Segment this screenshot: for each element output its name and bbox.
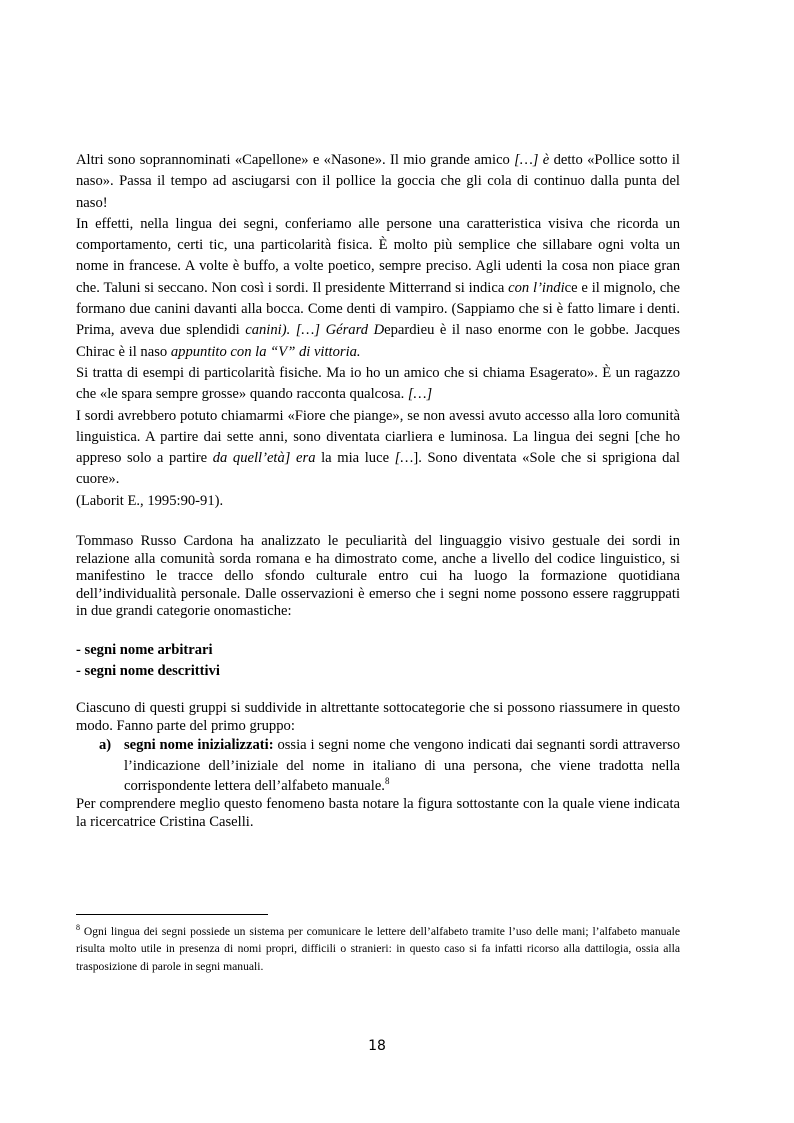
body-paragraph-2: Ciascuno di questi gruppi si suddivide in altrettante sottocategorie che si possono riassumere in questo modo. Fanno parte del primo gruppo: — [76, 700, 680, 734]
list-item-term: segni nome inizializzati: — [124, 737, 274, 754]
block-quote — [76, 150, 680, 512]
italic-text: appuntito con la “V” di vittoria. — [170, 343, 361, 360]
italic-text: [… — [394, 450, 414, 467]
text-run: In effetti, nella lingua dei segni, conferiamo alle persone una caratteristica visiva che ricorda un comportamento, certi tic, una particolarità fisica. È molto più semplice che sillabare ogni volta un nome in francese. A volte è buffo, a volte poetico, sempre preciso. Agli udenti la cosa non piace gran che. Taluni si seccano. Non così i sordi. Il presidente Mitterrand si indica — [76, 215, 680, 296]
text-run: la mia luce — [315, 450, 395, 467]
italic-text: canini). […] Gérard D — [245, 322, 385, 339]
footnote-number: 8 — [76, 923, 80, 933]
page-number: 18 — [368, 1038, 386, 1054]
footnote-reference[interactable]: 8 — [384, 776, 390, 787]
list-marker: a) — [99, 737, 112, 754]
text-run: ]. Sono diventata «Sole che si sprigiona dal cuore». — [76, 450, 680, 488]
text-run: Altri sono soprannominati «Capellone» e «Nasone». Il mio grande amico — [76, 152, 515, 168]
footnote — [76, 923, 680, 975]
italic-text: con l’indi — [508, 279, 565, 296]
list-item — [76, 735, 680, 796]
list-item-text: ossia i segni nome che vengono indicati dai segnanti sordi attraverso l’indicazione dell’iniziale del nome in italiano di una persona, che viene tradotta nella corrispondente lettera dell’alfabeto manuale. — [124, 737, 680, 795]
text-run: Si tratta di esempi di particolarità fisiche. Ma io ho un amico che si chiama Esagerato». È un ragazzo che «le spara sempre grosse» quando racconta qualcosa. — [76, 364, 680, 403]
quote-citation: (Laborit E., 1995:90-91). — [76, 492, 224, 509]
italic-text: […] — [407, 386, 433, 403]
quote-paragraph-4 — [76, 406, 680, 491]
quote-paragraph-1 — [76, 150, 680, 214]
category-arbitrary: - segni nome arbitrari — [76, 642, 213, 659]
text-run: I sordi avrebbero potuto chiamarmi «Fiore che piange», se non avessi avuto accesso alla loro comunità linguistica. A partire dai sette anni, sono diventata ciarliera e luminosa. La lingua dei segni [che ho appreso solo a partire — [76, 407, 680, 467]
text-run: detto «Pollice sotto il naso». Passa il tempo ad asciugarsi con il pollice la goccia che gli cola di continuo dalla punta del naso! — [76, 152, 680, 211]
main-content — [76, 150, 680, 832]
italic-text: […] è — [514, 152, 550, 168]
body-paragraph-1: Tommaso Russo Cardona ha analizzato le peculiarità del linguaggio visivo gestuale dei sordi in relazione alla comunità sorda romana e ha dimostrato come, anche a livello del codice linguistico, si manifestino le tracce dello sfondo culturale entro cui ha luogo la formazione quotidiana dell’individualità personale. Dalle osservazioni è emerso che i segni nome possono essere raggruppati in due grandi categorie onomastiche: — [76, 533, 680, 620]
footnote-text: Ogni lingua dei segni possiede un sistema per comunicare le lettere dell’alfabeto tramite l’uso delle mani; l’alfabeto manuale risulta molto utile in presenza di nomi propri, difficili o stranieri: in questo caso si fa infatti ricorso alla dattilogia, ossia alla trasposizione di parole in segni manuali. — [76, 925, 680, 973]
category-descriptive: - segni nome descrittivi — [76, 662, 220, 679]
category-list — [76, 640, 680, 681]
text-run: ce e il mignolo, che formano due canini davanti alla bocca. Come denti di vampiro. (Sappiamo che si è fatto limare i denti. Prima, aveva due splendidi — [76, 279, 680, 339]
quote-paragraph-2 — [76, 214, 680, 363]
body-paragraph-3: Per comprendere meglio questo fenomeno basta notare la figura sottostante con la quale viene indicata la ricercatrice Cristina Caselli. — [76, 796, 680, 831]
footnote-separator — [76, 914, 268, 915]
subcategory-list — [76, 735, 680, 796]
italic-text: da quell’età] era — [212, 450, 316, 467]
quote-paragraph-3 — [76, 363, 680, 406]
text-run: epardieu è il naso enorme con le gobbe. Jacques Chirac è il naso — [76, 322, 680, 360]
